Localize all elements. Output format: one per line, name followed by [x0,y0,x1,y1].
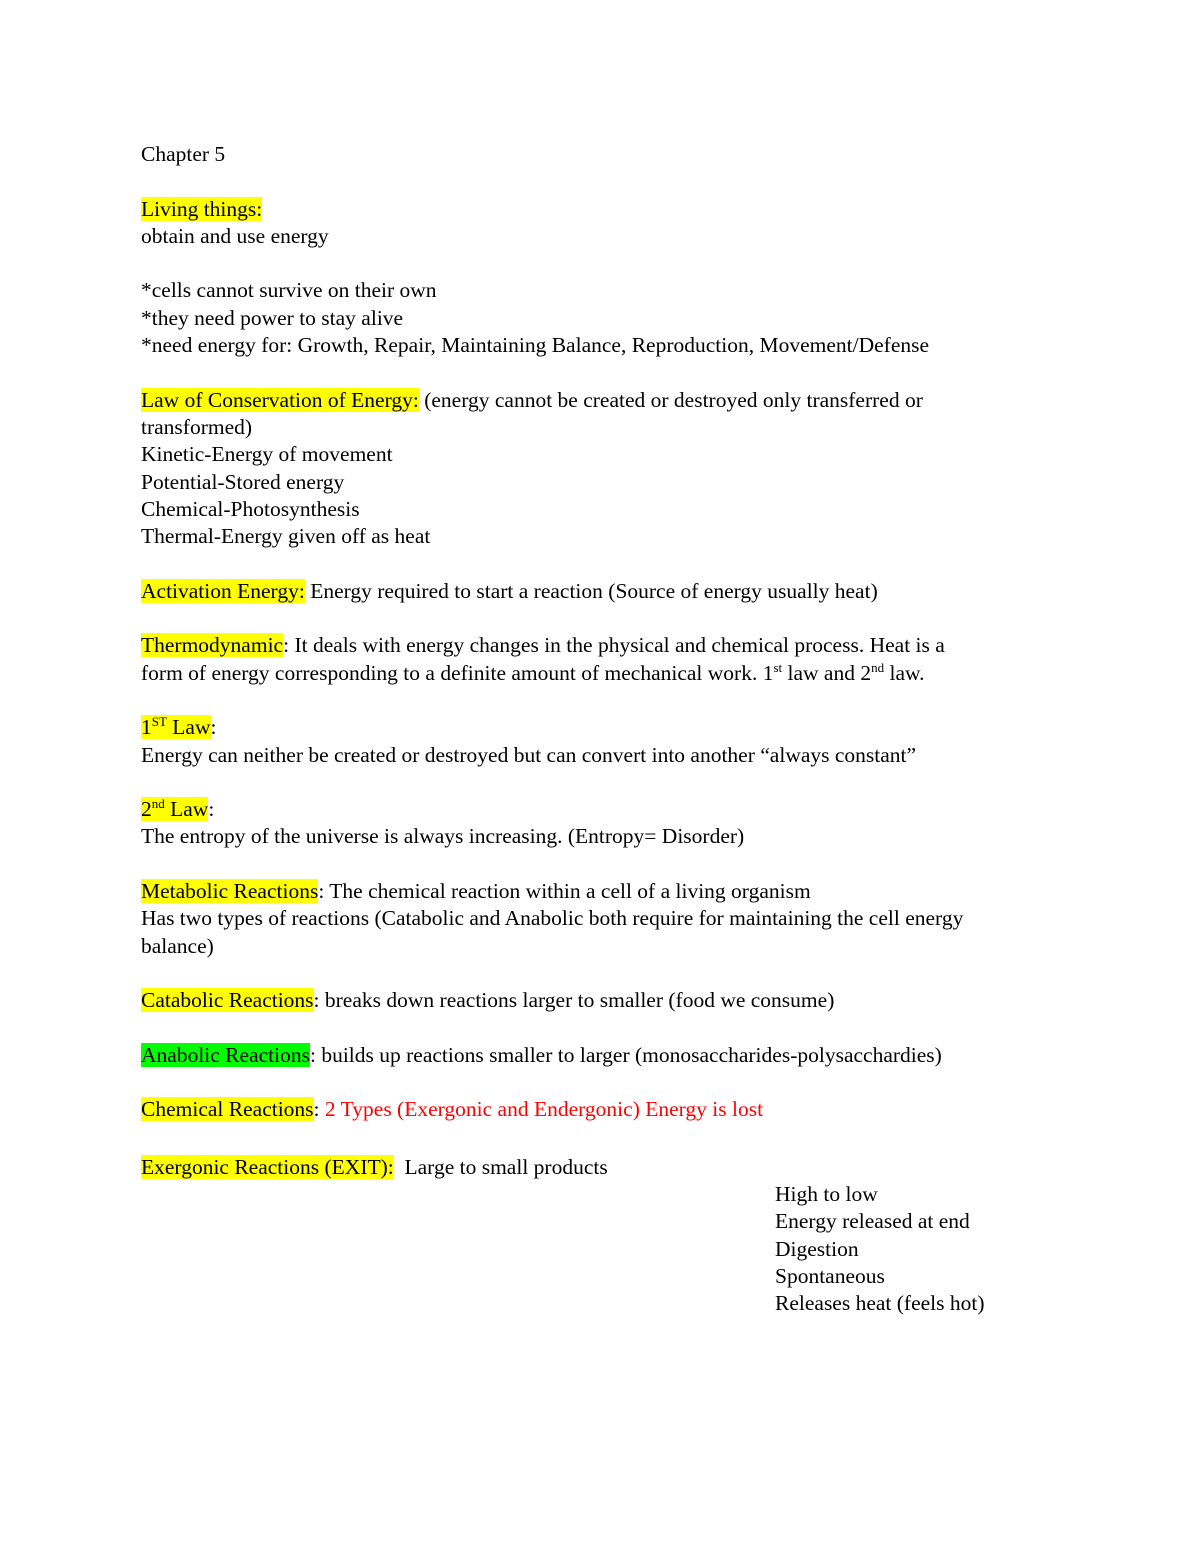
potential-energy: Potential-Stored energy [141,469,345,494]
thermo-line-2 [141,660,1061,687]
kinetic-energy: Kinetic-Energy of movement [141,442,393,467]
activation-text: Energy required to start a reaction (Source of energy usually heat) [304,578,878,603]
anabolic-heading: Anabolic Reactions [141,1042,310,1067]
chapter-title: Chapter 5 [141,142,226,166]
chemical-energy: Chemical-Photosynthesis [141,496,360,521]
law2-text: The entropy of the universe is always increasing. (Entropy= Disorder) [141,824,745,849]
conservation-heading: Law of Conservation of Energy: [141,387,419,412]
notes-content [141,141,1061,1317]
exergonic-list-item: Digestion [775,1236,859,1261]
chemical-reactions-red-text: 2 Types (Exergonic and Endergonic) Energy is lost [319,1097,764,1122]
chemical-reactions-heading: Chemical Reactions [141,1097,314,1122]
thermo-sup-1: st [773,659,783,675]
catabolic-text: : breaks down reactions larger to smaller (food we consume) [313,988,835,1013]
chemical-reactions-line [141,1096,1061,1123]
metabolic-text-2: Has two types of reactions (Catabolic and Anabolic both require for maintaining the cell energy [141,906,964,931]
living-bullet-1: *cells cannot survive on their own [141,278,437,303]
exergonic-heading: Exergonic Reactions (EXIT): [141,1154,394,1179]
living-bullet-3: *need energy for: Growth, Repair, Maintaining Balance, Reproduction, Movement/Defense [141,333,930,358]
metabolic-heading: Metabolic Reactions [141,879,319,904]
anabolic-line [141,1042,1061,1069]
exergonic-list-item: Spontaneous [775,1263,885,1288]
law2-colon: : [208,797,215,822]
thermo-line-1 [141,632,1061,659]
activation-line [141,578,1061,605]
thermo-text-2a: form of energy corresponding to a definite amount of mechanical work. 1 [141,660,774,685]
law1-num: 1 [141,715,152,740]
catabolic-line [141,987,1061,1014]
anabolic-text: : builds up reactions smaller to larger (monosaccharides-polysacchardies) [309,1042,942,1067]
law2-heading-line [141,796,1061,823]
exergonic-list-item: Energy released at end [775,1209,970,1234]
activation-heading: Activation Energy: [141,578,305,603]
conservation-text-2: transformed) [141,414,253,439]
law1-colon: : [210,715,217,740]
law1-word: Law [166,715,211,740]
metabolic-text-1: : The chemical reaction within a cell of a living organism [318,879,811,904]
law1-heading-line [141,714,1061,741]
thermo-heading: Thermodynamic [141,633,284,658]
chemical-reactions-colon: : [313,1097,320,1122]
law2-word: Law [164,797,209,822]
exergonic-list-item: Releases heat (feels hot) [775,1291,985,1316]
catabolic-heading: Catabolic Reactions [141,988,314,1013]
exergonic-text: Large to small products [393,1154,608,1179]
conservation-line [141,387,1061,414]
thermo-text-1: : It deals with energy changes in the physical and chemical process. Heat is a [283,633,945,658]
thermo-sup-2: nd [871,659,885,675]
law2-sup: nd [151,796,165,812]
thermal-energy: Thermal-Energy given off as heat [141,524,431,549]
metabolic-line-1 [141,878,1061,905]
metabolic-text-3: balance) [141,933,214,958]
living-bullet-2: *they need power to stay alive [141,305,404,330]
conservation-text-1: (energy cannot be created or destroyed only transferred or [418,387,923,412]
law1-sup: ST [151,714,167,730]
thermo-text-2b: law and 2 [782,660,872,685]
law1-heading [141,715,211,739]
living-things-heading: Living things: [141,196,263,221]
law1-text: Energy can neither be created or destroyed but can convert into another “always constant” [141,742,917,767]
living-things-heading-line [141,196,1061,223]
law2-num: 2 [141,797,152,822]
living-things-line: obtain and use energy [141,223,329,248]
exergonic-list-item: High to low [775,1181,878,1206]
thermo-text-2c: law. [884,660,925,685]
law2-heading [141,797,208,821]
exergonic-line [141,1154,1061,1181]
